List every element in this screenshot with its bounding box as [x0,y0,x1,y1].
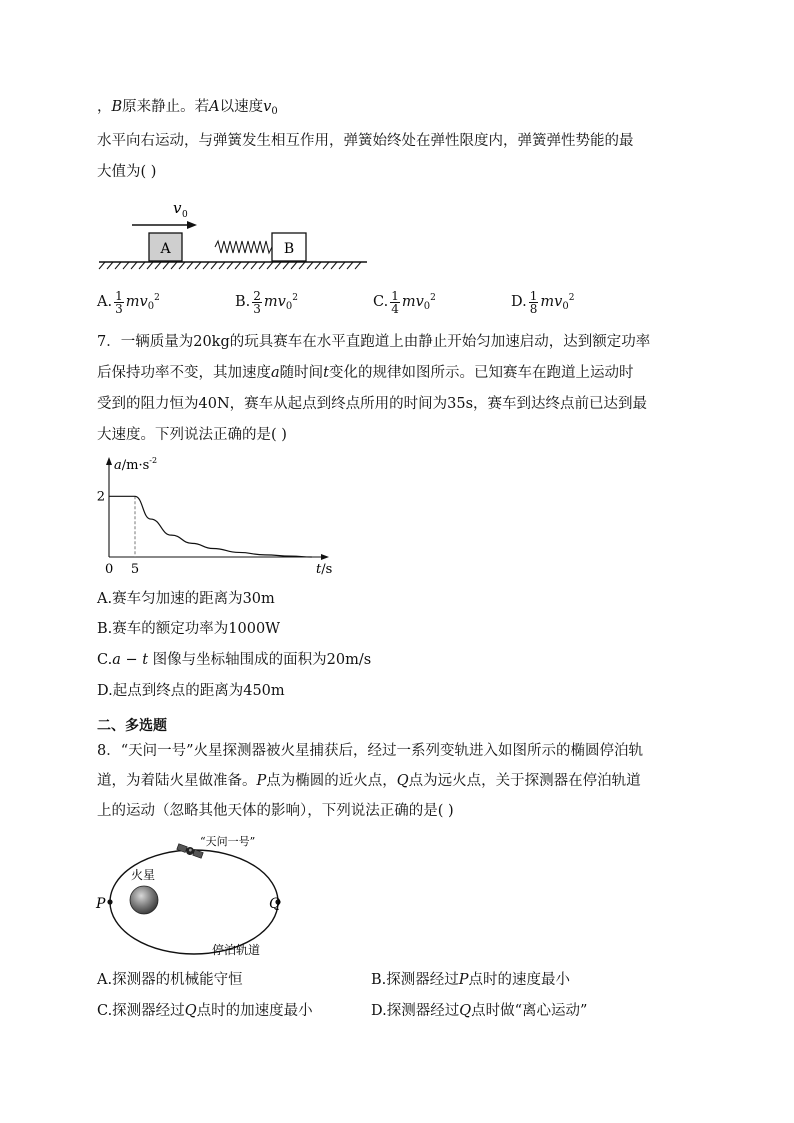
q7-text: 后保持功率不变，其加速度 [97,365,271,381]
option-text: B.探测器经过 [371,972,459,988]
sub: 0 [423,301,431,312]
q6-text: 以速度 [219,99,264,115]
velocity-arrow [132,221,197,229]
q6-var-a: A [209,99,220,115]
hatch-mark [99,262,105,269]
point-p-label: P [96,896,106,912]
x-axis-arrow [321,554,329,560]
q7-line-2 [97,363,633,383]
hatch-mark [299,262,305,269]
sup: 2 [568,293,575,303]
q7-option-b[interactable]: B.赛车的额定功率为1000W [97,621,281,637]
q6-option-c[interactable] [373,288,436,317]
numerator: 1 [391,288,399,303]
option-text: 点时的速度最小 [468,972,571,988]
q7-option-a[interactable]: A.赛车匀加速的距离为30m [97,591,275,607]
hatch-mark [227,262,233,269]
q7-var-a: a [271,365,280,381]
q8-var-q: Q [396,773,409,789]
q6-option-a[interactable] [97,288,160,317]
option-text: C.探测器经过 [97,1003,185,1019]
q8-orbit-figure [92,832,302,962]
option-text: 图像与坐标轴围成的面积为20m/s [148,652,372,668]
q8-var-p: P [256,773,267,789]
sub: 0 [147,301,155,312]
numerator: 1 [115,288,123,303]
hatch-mark [283,262,289,269]
option-letter: B. [235,294,251,310]
probe-label: “天问一号” [200,835,256,848]
q7-var-t: t [323,365,329,381]
section-heading: 二、多选题 [97,718,167,734]
var-q: Q [184,1003,197,1019]
hatch-mark [123,262,129,269]
q8-option-b[interactable] [371,970,570,990]
sup: 2 [292,293,298,303]
y-axis-arrow [106,457,112,465]
var-q: Q [459,1003,472,1019]
fraction [390,290,400,315]
hatch-mark [243,262,249,269]
hatch-mark [115,262,121,269]
hatch-mark [187,262,193,269]
var-p: P [458,972,469,988]
hatch-mark [179,262,185,269]
block-b-label: B [283,241,295,257]
denominator: 8 [529,301,538,316]
q7-option-c[interactable] [97,650,371,670]
decaying-acceleration-curve [135,496,312,557]
hatch-mark [171,262,177,269]
acceleration-time-chart [92,453,342,578]
option-text: 点时的加速度最小 [196,1003,313,1019]
sup: 2 [430,293,436,303]
q8-line-1: 8．“天问一号”火星探测器被火星捕获后，经过一系列变轨进入如图所示的椭圆停泊轨 [97,743,644,759]
var-t: t [142,652,149,668]
hatch-mark [195,262,201,269]
q8-option-d[interactable] [371,1001,587,1021]
q7-line-3: 受到的阻力恒为40N，赛车从起点到终点所用的时间为35s，赛车到达终点前已达到最 [97,396,648,412]
sub: 0 [285,301,293,312]
mv: mv [401,294,424,310]
denominator: 3 [253,301,261,316]
hatch-mark [331,262,337,269]
q6-option-d[interactable] [511,288,574,317]
q8-text: 道，为着陆火星做准备。 [97,773,257,789]
sub: 0 [562,301,569,312]
spring [215,241,272,253]
q6-figure [97,195,377,270]
x-axis-label: t/s [316,562,333,577]
option-text: 点时做“离心运动” [471,1003,588,1019]
denominator: 3 [115,301,123,316]
point-p-dot [107,899,112,904]
option-letter: D. [511,294,527,310]
q8-text: 点为远火点，关于探测器在停泊轨道 [408,773,641,789]
velocity-sub: 0 [182,210,188,220]
mv: mv [125,294,148,310]
option-letter: A. [97,294,113,310]
hatch-mark [131,262,137,269]
q6-option-b[interactable] [235,288,298,317]
q6-text: ， [97,99,112,115]
numerator: 2 [253,288,261,303]
mars-label: 火星 [130,868,156,882]
hatch-mark [307,262,313,269]
hatch-mark [355,262,361,269]
hatch-mark [291,262,297,269]
hatch-mark [107,262,113,269]
hatch-mark [267,262,273,269]
denominator: 4 [391,301,399,316]
q6-line-1 [97,97,278,122]
hatch-mark [347,262,353,269]
q7-text: 随时间 [279,365,324,381]
q8-text: 点为椭圆的近火点， [266,773,397,789]
mv: mv [263,294,286,310]
mv: mv [540,294,563,310]
mars-planet [130,886,158,914]
minus: − [120,652,143,668]
velocity-label: v [173,199,182,217]
hatch-mark [235,262,241,269]
q8-option-c[interactable] [97,1001,313,1021]
sup: 2 [154,293,160,303]
q7-text: 变化的规律如图所示。已知赛车在跑道上运动时 [328,365,634,381]
fraction [529,290,539,315]
hatch-mark [211,262,217,269]
hatch-mark [147,262,153,269]
q8-option-a[interactable]: A.探测器的机械能守恒 [97,972,243,988]
q7-line-1: 7．一辆质量为20kg的玩具赛车在水平直跑道上由静止开始匀加速启动，达到额定功率 [97,334,651,350]
option-letter: C. [97,652,113,668]
hatch-mark [203,262,209,269]
block-a-label: A [160,241,171,257]
hatch-mark [259,262,265,269]
y-axis-label: $a/m\cdot s^{-2}$ [114,456,158,473]
q8-line-2 [97,771,641,791]
var-a: a [112,652,121,668]
q6-line-3: 大值为( ) [97,164,157,180]
q6-text: 原来静止。若 [122,99,210,115]
hatch-mark [219,262,225,269]
ground-hatch [99,262,361,269]
option-letter: C. [373,294,389,310]
x-tick-label: 5 [130,562,140,577]
hatch-mark [139,262,145,269]
q7-line-4: 大速度。下列说法正确的是( ) [97,427,287,443]
q6-v0: v [263,99,272,115]
hatch-mark [339,262,345,269]
q6-line-2: 水平向右运动，与弹簧发生相互作用，弹簧始终处在弹性限度内，弹簧弹性势能的最 [97,133,634,149]
hatch-mark [155,262,161,269]
fraction [252,290,262,315]
orbit-label: 停泊轨道 [212,943,261,957]
y-tick-label: 2 [96,489,105,505]
q7-option-d[interactable]: D.起点到终点的距离为450m [97,683,285,699]
hatch-mark [315,262,321,269]
numerator: 1 [529,288,538,303]
fraction [114,290,124,315]
hatch-mark [251,262,257,269]
hatch-mark [275,262,281,269]
q8-line-3: 上的运动（忽略其他天体的影响），下列说法正确的是( ) [97,803,454,819]
hatch-mark [323,262,329,269]
q6-var-b: B [111,99,123,115]
q6-v0-sub: 0 [271,106,278,117]
hatch-mark [163,262,169,269]
point-q-label: Q [269,896,281,912]
option-text: D.探测器经过 [371,1003,460,1019]
origin-label: 0 [105,562,114,577]
